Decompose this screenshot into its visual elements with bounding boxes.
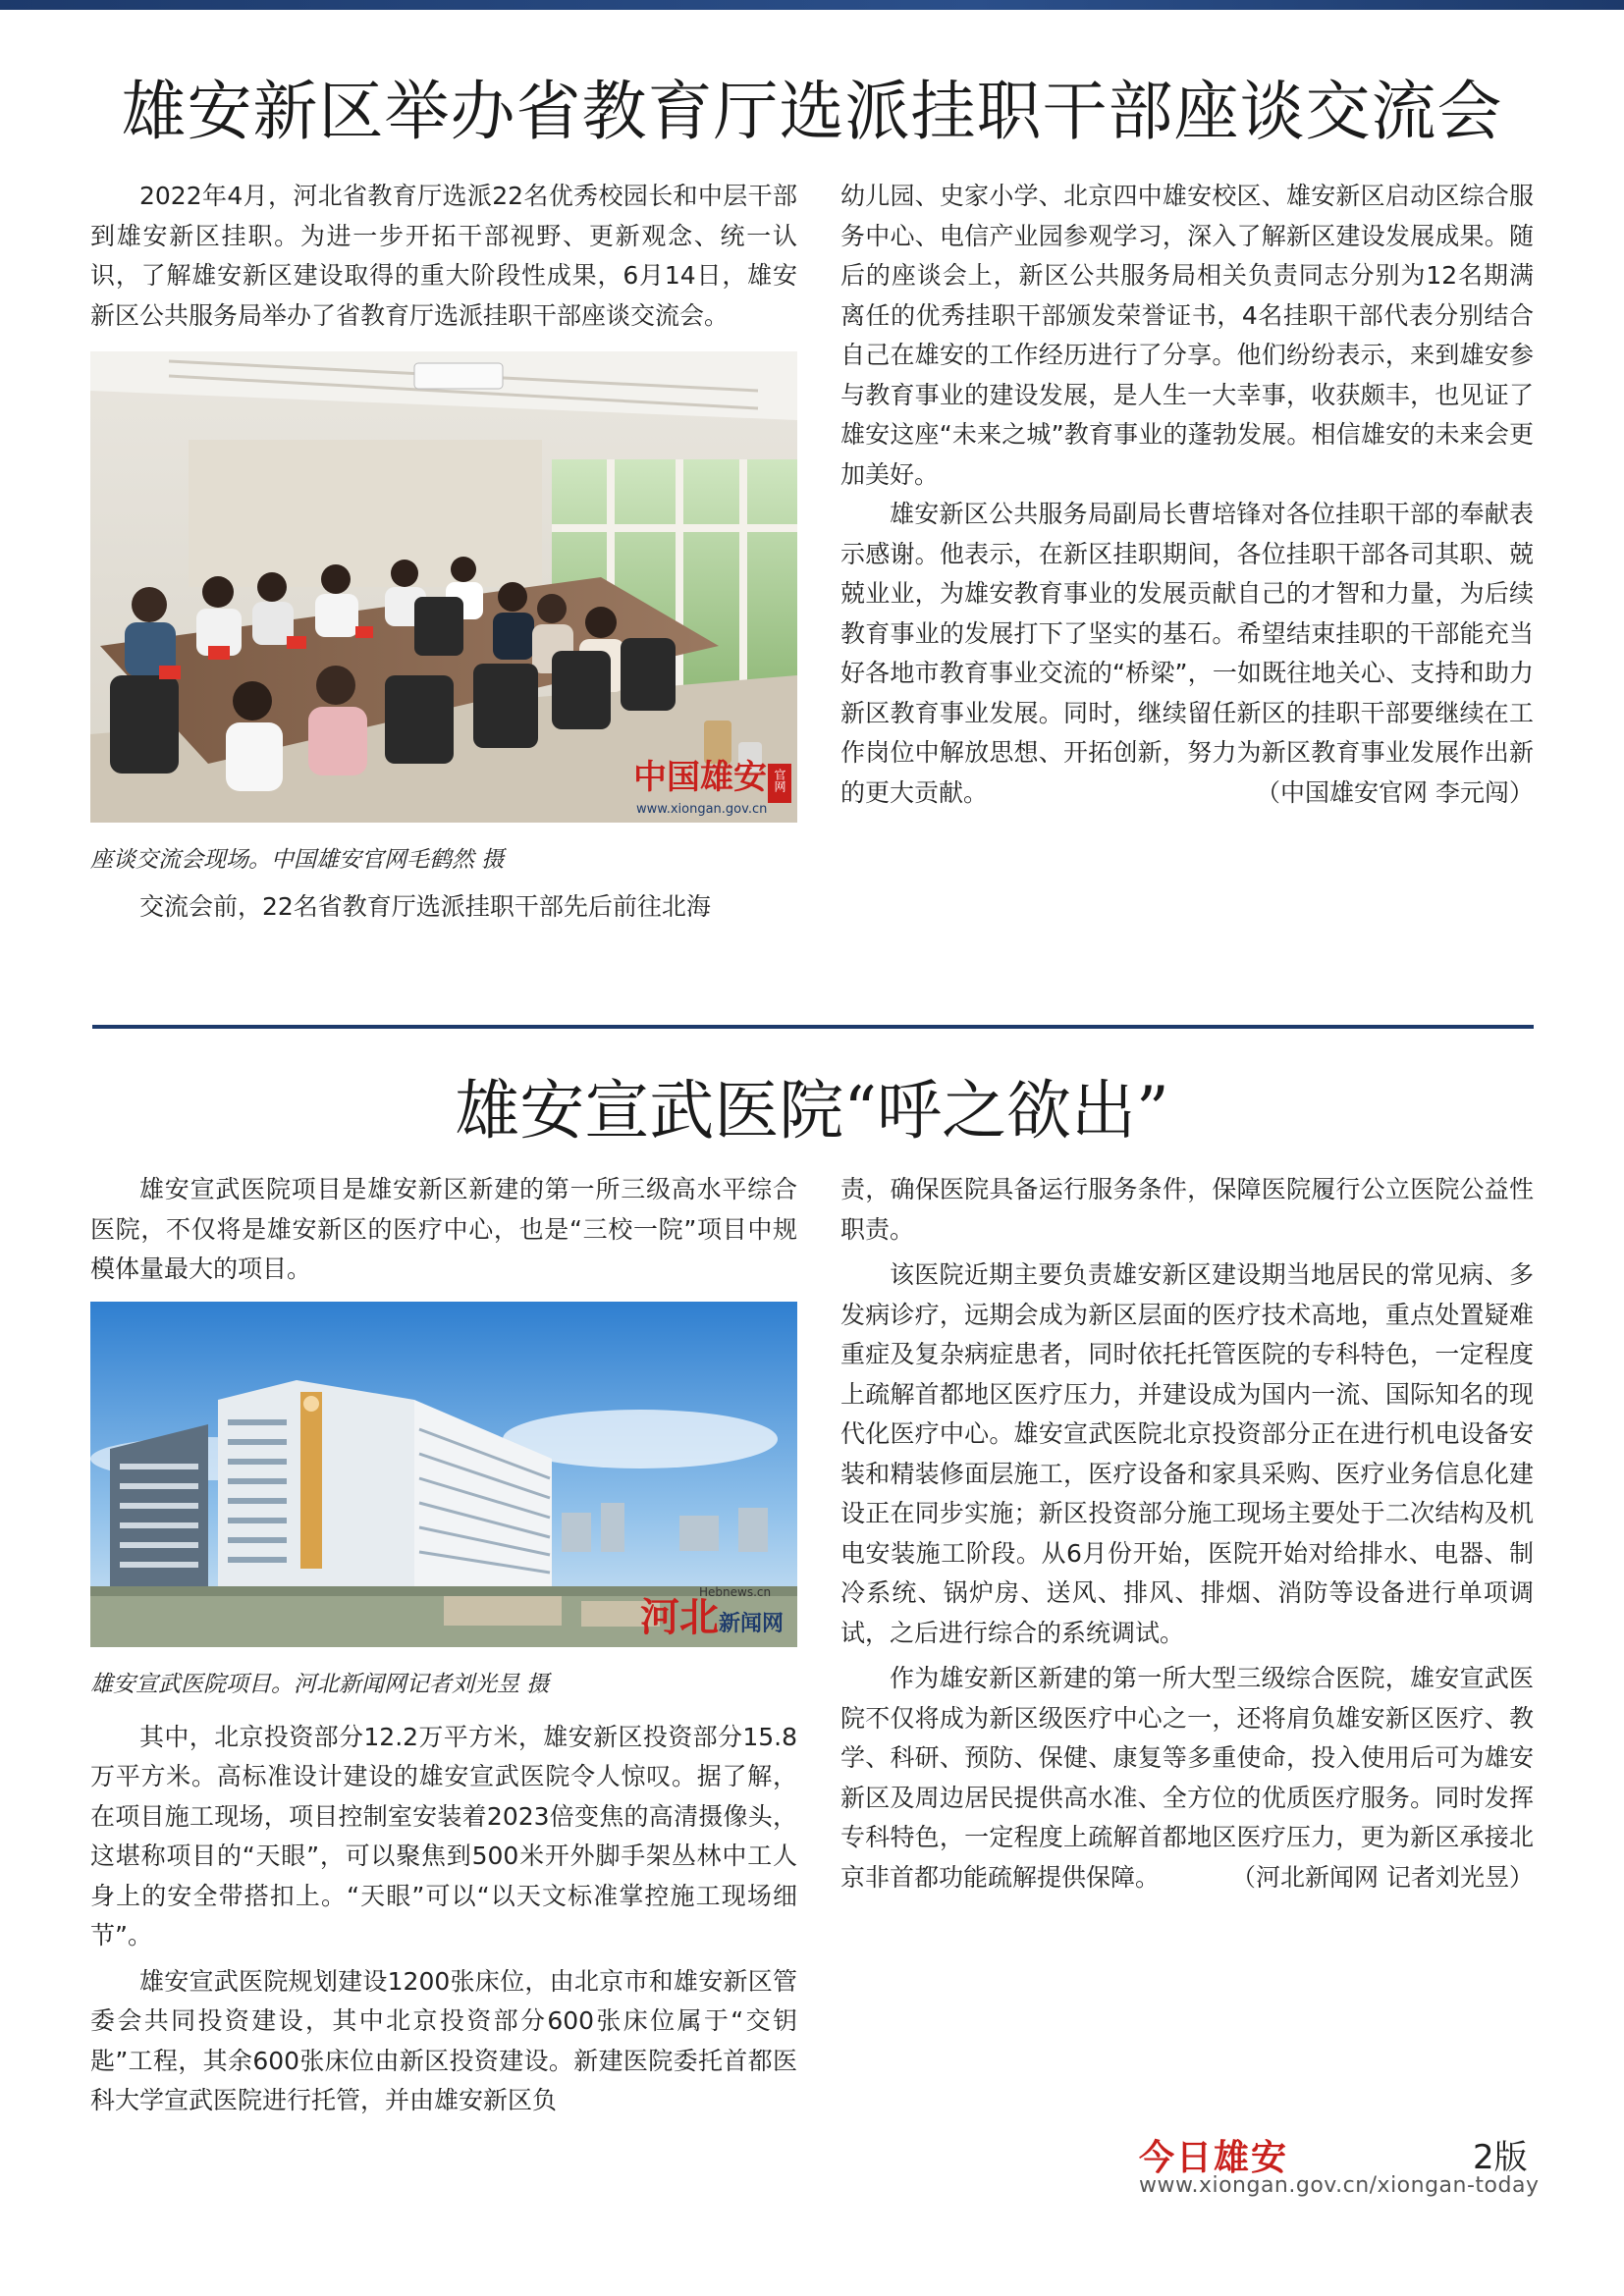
article1-paragraph-4: 雄安新区公共服务局副局长曹培锋对各位挂职干部的奉献表示感谢。他表示，在新区挂职期间，各位挂职干部各司其职、兢兢业业，为雄安教育事业的发展贡献自己的才智和力量，为后续教育事业的发展打下了坚实的基石。希望结束挂职的干部能充当好各地市教育事业交流的“桥梁”，一如既往地关心、支持和助力新区教育事业发展。同时，继续留任新区的挂职干部要继续在工作岗位中解放思想、开拓创新，努力为新区教育事业发展作出新的更大贡献。 xyxy=(840,500,1534,807)
page-number: 2版 xyxy=(1473,2138,1528,2177)
hospital-photo-watermark-logo xyxy=(640,1585,784,1640)
meeting-photo xyxy=(90,351,797,823)
svg-text:河北: 河北 xyxy=(640,1593,719,1640)
article1-left-column xyxy=(90,177,797,928)
hospital-photo xyxy=(90,1302,797,1647)
svg-text:中国雄安: 中国雄安 xyxy=(633,758,767,797)
svg-text:Hebnews.cn: Hebnews.cn xyxy=(699,1584,772,1599)
footer-brand-logo: 今日雄安 xyxy=(1139,2137,1289,2178)
meeting-photo-image xyxy=(90,351,797,823)
article2-photo-caption: 雄安宣武医院项目。河北新闻网记者刘光昱 摄 xyxy=(90,1671,550,1697)
article1-paragraph-1: 2022年4月，河北省教育厅选派22名优秀校园长和中层干部到雄安新区挂职。为进一步开拓干部视野、更新观念、统一认识，了解雄安新区建设取得的重大阶段性成果，6月14日，雄安新区公共服务局举办了省教育厅选派挂职干部座谈交流会。 xyxy=(90,182,797,330)
article2-paragraph-1: 雄安宣武医院项目是雄安新区新建的第一所三级高水平综合医院，不仅将是雄安新区的医疗中心，也是“三校一院”项目中规模体量最大的项目。 xyxy=(90,1175,797,1283)
article1-right-column xyxy=(840,177,1534,814)
svg-text:www.xiongan.gov.cn: www.xiongan.gov.cn xyxy=(636,802,768,817)
article1-signature: （中国雄安官网 李元闯） xyxy=(1256,778,1534,807)
article1-photo-caption: 座谈交流会现场。中国雄安官网毛鹤然 摄 xyxy=(90,847,505,873)
svg-text:官网: 官网 xyxy=(773,769,786,792)
article-divider xyxy=(92,1025,1534,1029)
article2-headline: 雄安宣武医院“呼之欲出” xyxy=(455,1073,1169,1148)
article2-signature: （河北新闻网 记者刘光昱） xyxy=(1231,1863,1534,1892)
article2-paragraph-5: 该医院近期主要负责雄安新区建设期当地居民的常见病、多发病诊疗，远期会成为新区层面的医疗技术高地，重点处置疑难重症及复杂病症患者，同时依托托管医院的专科特色，一定程度上疏解首都地区医疗压力，并建设成为国内一流、国际知名的现代化医疗中心。雄安宣武医院北京投资部分正在进行机电设备安装和精装修面层施工，医疗设备和家具采购、医疗业务信息化建设正在同步实施；新区投资部分施工现场主要处于二次结构及机电安装施工阶段。从6月份开始，医院开始对给排水、电器、制冷系统、锅炉房、送风、排风、排烟、消防等设备进行单项调试，之后进行综合的系统调试。 xyxy=(840,1260,1534,1647)
article2-paragraph-6: 作为雄安新区新建的第一所大型三级综合医院，雄安宣武医院不仅将成为新区级医疗中心之一，还将肩负雄安新区医疗、教学、科研、预防、保健、康复等多重使命，投入使用后可为雄安新区及周边居民提供高水准、全方位的优质医疗服务。同时发挥专科特色，一定程度上疏解首都地区医疗压力，更为新区承接北京非首都功能疏解提供保障。 xyxy=(840,1664,1534,1892)
article1-paragraph-3: 幼儿园、史家小学、北京四中雄安校区、雄安新区启动区综合服务中心、电信产业园参观学习，深入了解新区建设发展成果。随后的座谈会上，新区公共服务局相关负责同志分别为12名期满离任的优秀挂职干部颁发荣誉证书，4名挂职干部代表分别结合自己在雄安的工作经历进行了分享。他们纷纷表示，来到雄安参与教育事业的建设发展，是人生一大幸事，收获颇丰，也见证了雄安这座“未来之城”教育事业的蓬勃发展。相信雄安的未来会更加美好。 xyxy=(840,182,1534,489)
article2-paragraph-4: 责，确保医院具备运行服务条件，保障医院履行公立医院公益性职责。 xyxy=(840,1175,1534,1244)
article1-headline: 雄安新区举办省教育厅选派挂职干部座谈交流会 xyxy=(121,74,1503,149)
footer-url-link[interactable]: www.xiongan.gov.cn/xiongan-today xyxy=(1139,2173,1540,2198)
top-banner-bar xyxy=(0,0,1624,10)
article1-paragraph-2: 交流会前，22名省教育厅选派挂职干部先后前往北海 xyxy=(139,892,711,921)
article2-right-column xyxy=(840,1170,1534,1898)
svg-text:新闻网: 新闻网 xyxy=(719,1610,785,1636)
hospital-photo-image xyxy=(90,1302,797,1647)
article2-paragraph-3: 雄安宣武医院规划建设1200张床位，由北京市和雄安新区管委会共同投资建设，其中北京投资部分600张床位属于“交钥匙”工程，其余600张床位由新区投资建设。新建医院委托首都医科大学宣武医院进行托管，并由雄安新区负 xyxy=(90,1966,797,2114)
article2-left-column xyxy=(90,1170,797,2121)
article2-paragraph-2: 其中，北京投资部分12.2万平方米，雄安新区投资部分15.8万平方米。高标准设计建设的雄安宣武医院令人惊叹。据了解，在项目施工现场，项目控制室安装着2023倍变焦的高清摄像头，这堪称项目的“天眼”，可以聚焦到500米开外脚手架丛林中工人身上的安全带搭扣上。“天眼”可以“以天文标准掌控施工现场细节”。 xyxy=(90,1722,797,1949)
